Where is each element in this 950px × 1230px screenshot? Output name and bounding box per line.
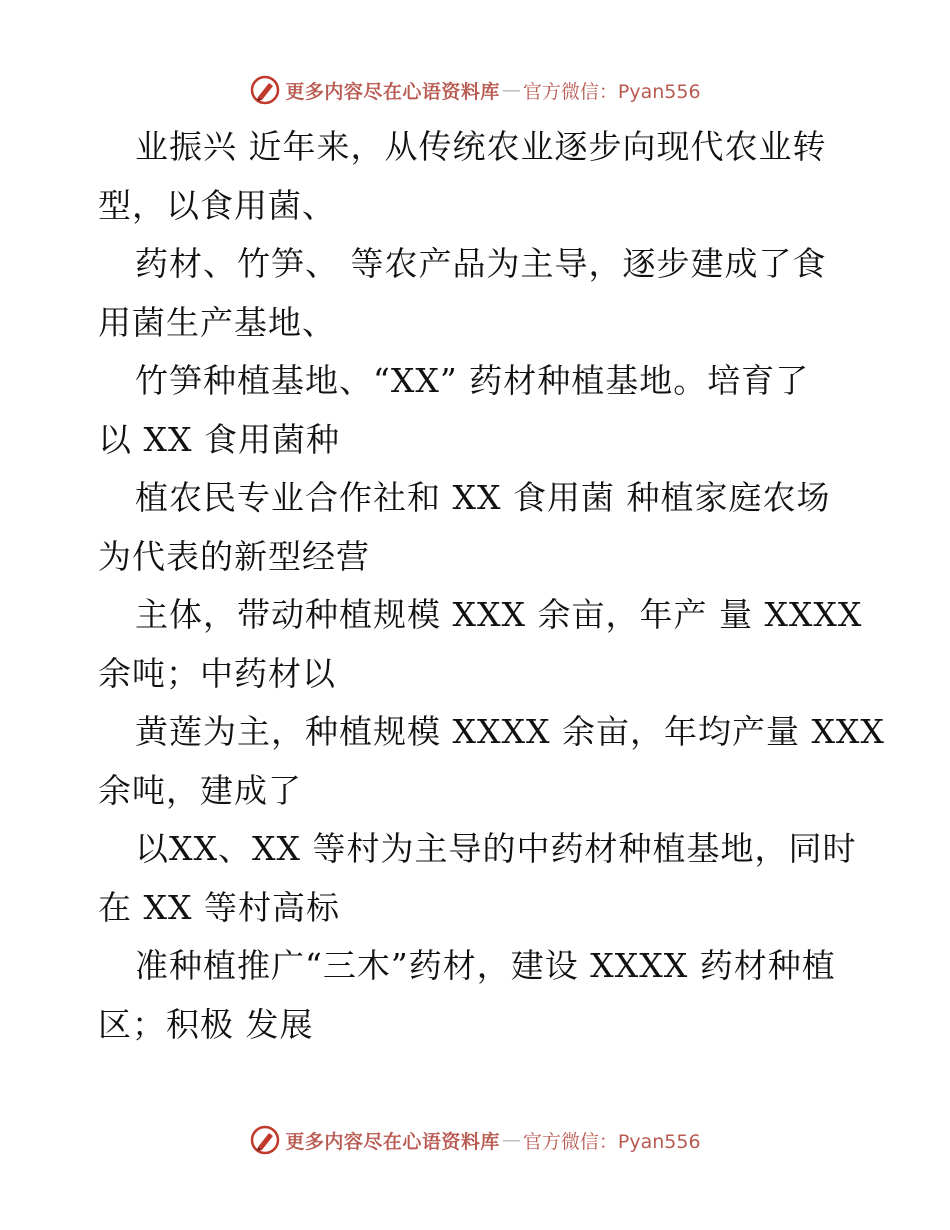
body-line: 以XX、XX 等村为主导的中药材种植基地，同时 <box>135 829 857 868</box>
footer-separator: — <box>501 1129 521 1151</box>
footer-wechat-text: 官方微信：Pyan556 <box>522 1130 701 1153</box>
body-line: 以 XX 食用菌种 <box>98 419 340 459</box>
footer-site-text: 更多内容尽在心语资料库 <box>285 1130 500 1153</box>
document-body <box>98 118 898 1054</box>
body-line: 型，以食用菌、 <box>98 185 336 225</box>
body-line: 在 XX 等村高标 <box>98 887 340 927</box>
header-wechat-text: 官方微信：Pyan556 <box>522 80 701 103</box>
body-line: 为代表的新型经营 <box>98 536 370 576</box>
body-line: 区；积极 发展 <box>98 1004 314 1044</box>
body-line: 主体，带动种植规模 XXX 余亩，年产 量 XXXX <box>135 595 863 634</box>
header-banner <box>0 70 950 110</box>
body-line: 余吨，建成了 <box>98 770 302 810</box>
header-site-text: 更多内容尽在心语资料库 <box>285 80 500 103</box>
body-line: 业振兴 近年来，从传统农业逐步向现代农业转 <box>135 127 827 166</box>
body-line: 植农民专业合作社和 XX 食用菌 种植家庭农场 <box>135 478 831 517</box>
body-line: 余吨；中药材以 <box>98 653 336 693</box>
pen-circle-logo-icon <box>249 74 281 106</box>
body-line: 黄莲为主，种植规模 XXXX 余亩，年均产量 XXX <box>135 712 885 751</box>
body-line: 药材、竹笋、 等农产品为主导，逐步建成了食 <box>135 244 827 283</box>
body-line: 准种植推广“三木”药材，建设 XXXX 药材种植 <box>135 946 836 985</box>
pen-circle-logo-icon <box>249 1124 281 1156</box>
body-line: 用菌生产基地、 <box>98 302 336 342</box>
footer-banner <box>0 1120 950 1160</box>
header-separator: — <box>501 79 521 101</box>
body-line: 竹笋种植基地、“XX” 药材种植基地。培育了 <box>135 361 810 400</box>
